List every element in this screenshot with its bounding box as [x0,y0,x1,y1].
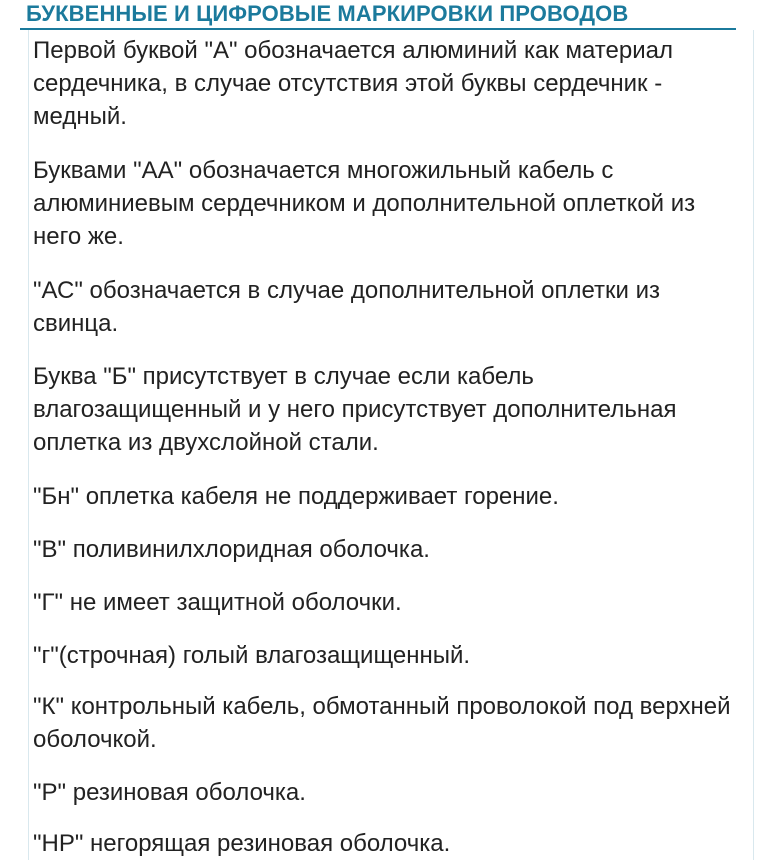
section-heading-text: БУКВЕННЫЕ И ЦИФРОВЫЕ МАРКИРОВКИ ПРОВОДОВ [26,1,629,26]
paragraph-v: "В" поливинилхлоридная оболочка. [33,536,430,563]
paragraph-g-lowercase: "г"(строчная) голый влагозащищенный. [33,642,471,669]
paragraph-g: "Г" не имеет защитной оболочки. [33,589,402,616]
paragraph-k: "К" контрольный кабель, обмотанный проволокой под верхней оболочкой. [33,693,731,753]
paragraph-bn: "Бн" оплетка кабеля не поддерживает горение. [33,483,559,510]
paragraph-nr: "НР" негорящая резиновая оболочка. [33,830,451,857]
article-body [28,30,754,860]
paragraph-b: Буква "Б" присутствует в случае если кабель влагозащищенный и у него присутствует дополнительная оплетка из двухслойной стали. [33,363,677,456]
paragraph-r: "Р" резиновая оболочка. [33,779,306,806]
section-heading [20,0,736,30]
paragraph-aluminium: Первой буквой "А" обозначается алюминий как материал сердечника, в случае отсутствия этой буквы сердечник - медный. [33,37,673,130]
paragraph-as: "АС" обозначается в случае дополнительной оплетки из свинца. [33,277,661,337]
paragraph-aa: Буквами "АА" обозначается многожильный кабель с алюминиевым сердечником и дополнительной оплеткой из него же. [33,157,696,250]
